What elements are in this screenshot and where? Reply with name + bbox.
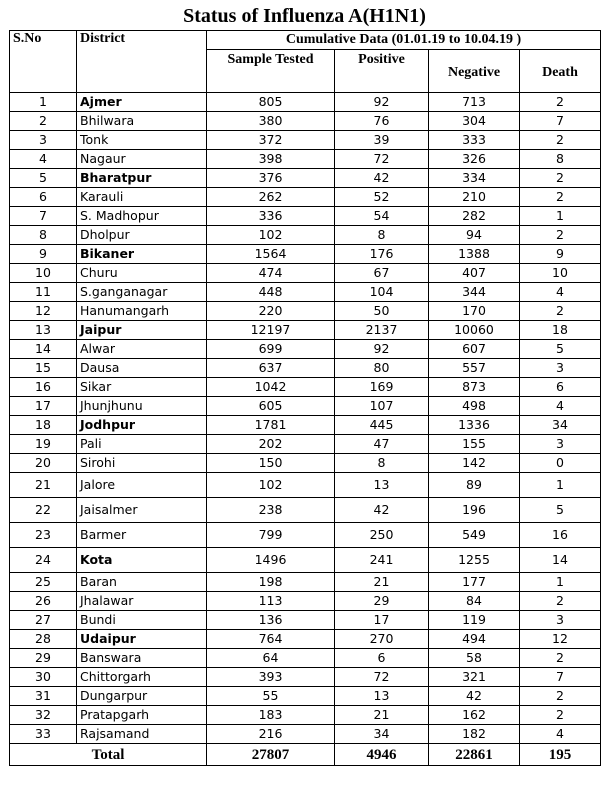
table-row [10, 435, 601, 454]
table-row [10, 498, 601, 523]
cell-negative: 326 [429, 150, 520, 169]
cell-death: 4 [520, 725, 601, 744]
cell-sno: 31 [10, 687, 77, 706]
cell-death: 1 [520, 207, 601, 226]
cell-sno: 4 [10, 150, 77, 169]
total-death: 195 [520, 744, 601, 766]
cell-district: Sikar [77, 378, 207, 397]
cell-district: Banswara [77, 649, 207, 668]
cell-sample-tested: 393 [207, 668, 335, 687]
table-row [10, 359, 601, 378]
cell-sno: 24 [10, 548, 77, 573]
cell-negative: 142 [429, 454, 520, 473]
cell-district: Jhalawar [77, 592, 207, 611]
cell-death: 2 [520, 649, 601, 668]
cell-district: Nagaur [77, 150, 207, 169]
cell-sample-tested: 380 [207, 112, 335, 131]
cell-death: 0 [520, 454, 601, 473]
cell-sno: 9 [10, 245, 77, 264]
cell-death: 3 [520, 359, 601, 378]
cell-positive: 8 [335, 454, 429, 473]
header-cumulative: Cumulative Data (01.01.19 to 10.04.19 ) [207, 31, 601, 50]
table-row [10, 112, 601, 131]
cell-district: Tonk [77, 131, 207, 150]
cell-death: 1 [520, 473, 601, 498]
cell-district: Jalore [77, 473, 207, 498]
cell-death: 18 [520, 321, 601, 340]
cell-sno: 11 [10, 283, 77, 302]
cell-positive: 50 [335, 302, 429, 321]
cell-sno: 6 [10, 188, 77, 207]
cell-sample-tested: 150 [207, 454, 335, 473]
cell-sample-tested: 605 [207, 397, 335, 416]
cell-positive: 72 [335, 150, 429, 169]
header-district: District [77, 31, 207, 93]
table-row [10, 668, 601, 687]
cell-sample-tested: 474 [207, 264, 335, 283]
cell-sample-tested: 336 [207, 207, 335, 226]
cell-district: Dholpur [77, 226, 207, 245]
cell-positive: 250 [335, 523, 429, 548]
cell-sample-tested: 238 [207, 498, 335, 523]
table-row [10, 454, 601, 473]
cell-district: Chittorgarh [77, 668, 207, 687]
cell-positive: 104 [335, 283, 429, 302]
cell-sno: 5 [10, 169, 77, 188]
table-row [10, 226, 601, 245]
cell-positive: 445 [335, 416, 429, 435]
cell-sno: 28 [10, 630, 77, 649]
cell-district: Pratapgarh [77, 706, 207, 725]
cell-negative: 494 [429, 630, 520, 649]
cell-district: Bikaner [77, 245, 207, 264]
cell-positive: 76 [335, 112, 429, 131]
cell-sample-tested: 64 [207, 649, 335, 668]
cell-district: Jhunjhunu [77, 397, 207, 416]
cell-negative: 334 [429, 169, 520, 188]
table-row [10, 416, 601, 435]
table-row [10, 302, 601, 321]
cell-negative: 713 [429, 93, 520, 112]
cell-sno: 13 [10, 321, 77, 340]
header-sno: S.No [10, 31, 77, 93]
cell-sno: 10 [10, 264, 77, 283]
cell-district: S. Madhopur [77, 207, 207, 226]
cell-positive: 72 [335, 668, 429, 687]
cell-district: Jaisalmer [77, 498, 207, 523]
table-row [10, 573, 601, 592]
cell-district: Alwar [77, 340, 207, 359]
cell-district: S.ganganagar [77, 283, 207, 302]
cell-death: 2 [520, 169, 601, 188]
cell-positive: 2137 [335, 321, 429, 340]
cell-negative: 42 [429, 687, 520, 706]
cell-sno: 32 [10, 706, 77, 725]
table-row [10, 548, 601, 573]
cell-sample-tested: 799 [207, 523, 335, 548]
table-row [10, 523, 601, 548]
cell-negative: 1336 [429, 416, 520, 435]
cell-sno: 14 [10, 340, 77, 359]
cell-death: 2 [520, 706, 601, 725]
cell-negative: 549 [429, 523, 520, 548]
cell-death: 9 [520, 245, 601, 264]
cell-death: 2 [520, 302, 601, 321]
cell-positive: 6 [335, 649, 429, 668]
cell-death: 6 [520, 378, 601, 397]
cell-sample-tested: 55 [207, 687, 335, 706]
cell-sample-tested: 448 [207, 283, 335, 302]
table-row [10, 649, 601, 668]
cell-sample-tested: 12197 [207, 321, 335, 340]
cell-positive: 21 [335, 706, 429, 725]
cell-negative: 155 [429, 435, 520, 454]
cell-sno: 30 [10, 668, 77, 687]
total-positive: 4946 [335, 744, 429, 766]
cell-sno: 22 [10, 498, 77, 523]
cell-district: Barmer [77, 523, 207, 548]
cell-death: 34 [520, 416, 601, 435]
cell-negative: 89 [429, 473, 520, 498]
cell-negative: 321 [429, 668, 520, 687]
cell-negative: 1255 [429, 548, 520, 573]
cell-positive: 42 [335, 498, 429, 523]
cell-negative: 210 [429, 188, 520, 207]
cell-sno: 7 [10, 207, 77, 226]
cell-sample-tested: 1042 [207, 378, 335, 397]
cell-sample-tested: 102 [207, 473, 335, 498]
cell-positive: 13 [335, 687, 429, 706]
cell-positive: 107 [335, 397, 429, 416]
header-positive: Positive [335, 50, 429, 93]
h1n1-status-table [9, 30, 601, 766]
cell-negative: 94 [429, 226, 520, 245]
cell-death: 14 [520, 548, 601, 573]
cell-death: 2 [520, 131, 601, 150]
cell-positive: 80 [335, 359, 429, 378]
table-row [10, 188, 601, 207]
cell-sample-tested: 764 [207, 630, 335, 649]
cell-negative: 498 [429, 397, 520, 416]
cell-death: 3 [520, 611, 601, 630]
table-row [10, 207, 601, 226]
table-body [10, 93, 601, 744]
cell-positive: 176 [335, 245, 429, 264]
cell-district: Jodhpur [77, 416, 207, 435]
cell-sample-tested: 372 [207, 131, 335, 150]
cell-sno: 20 [10, 454, 77, 473]
cell-negative: 873 [429, 378, 520, 397]
header-negative: Negative [429, 50, 520, 93]
table-row [10, 378, 601, 397]
cell-negative: 182 [429, 725, 520, 744]
table-row [10, 283, 601, 302]
cell-district: Bhilwara [77, 112, 207, 131]
table-row [10, 397, 601, 416]
cell-sample-tested: 1781 [207, 416, 335, 435]
cell-positive: 21 [335, 573, 429, 592]
cell-death: 2 [520, 188, 601, 207]
cell-sample-tested: 262 [207, 188, 335, 207]
cell-sample-tested: 1496 [207, 548, 335, 573]
cell-death: 10 [520, 264, 601, 283]
cell-negative: 407 [429, 264, 520, 283]
cell-death: 5 [520, 340, 601, 359]
total-sample: 27807 [207, 744, 335, 766]
cell-district: Dungarpur [77, 687, 207, 706]
cell-positive: 169 [335, 378, 429, 397]
cell-death: 16 [520, 523, 601, 548]
cell-positive: 42 [335, 169, 429, 188]
cell-sample-tested: 113 [207, 592, 335, 611]
total-negative: 22861 [429, 744, 520, 766]
cell-sno: 29 [10, 649, 77, 668]
cell-district: Sirohi [77, 454, 207, 473]
cell-district: Bharatpur [77, 169, 207, 188]
cell-positive: 29 [335, 592, 429, 611]
cell-sno: 21 [10, 473, 77, 498]
table-row [10, 706, 601, 725]
cell-positive: 17 [335, 611, 429, 630]
cell-negative: 177 [429, 573, 520, 592]
cell-death: 7 [520, 112, 601, 131]
table-row [10, 93, 601, 112]
cell-death: 7 [520, 668, 601, 687]
table-row [10, 245, 601, 264]
cell-negative: 304 [429, 112, 520, 131]
cell-negative: 170 [429, 302, 520, 321]
cell-death: 2 [520, 687, 601, 706]
cell-sample-tested: 183 [207, 706, 335, 725]
table-row [10, 473, 601, 498]
table-row [10, 592, 601, 611]
cell-positive: 34 [335, 725, 429, 744]
cell-sno: 2 [10, 112, 77, 131]
cell-positive: 13 [335, 473, 429, 498]
cell-sno: 12 [10, 302, 77, 321]
table-row [10, 321, 601, 340]
cell-sample-tested: 376 [207, 169, 335, 188]
cell-positive: 39 [335, 131, 429, 150]
cell-sno: 25 [10, 573, 77, 592]
cell-district: Pali [77, 435, 207, 454]
cell-sno: 17 [10, 397, 77, 416]
cell-district: Baran [77, 573, 207, 592]
cell-negative: 607 [429, 340, 520, 359]
cell-sno: 26 [10, 592, 77, 611]
table-row [10, 150, 601, 169]
cell-death: 12 [520, 630, 601, 649]
cell-positive: 67 [335, 264, 429, 283]
cell-district: Churu [77, 264, 207, 283]
cell-death: 2 [520, 592, 601, 611]
cell-sample-tested: 1564 [207, 245, 335, 264]
cell-sno: 16 [10, 378, 77, 397]
cell-death: 8 [520, 150, 601, 169]
cell-negative: 1388 [429, 245, 520, 264]
cell-sno: 18 [10, 416, 77, 435]
table-row [10, 725, 601, 744]
cell-district: Rajsamand [77, 725, 207, 744]
cell-sample-tested: 202 [207, 435, 335, 454]
cell-negative: 58 [429, 649, 520, 668]
cell-positive: 92 [335, 93, 429, 112]
cell-negative: 557 [429, 359, 520, 378]
cell-sample-tested: 220 [207, 302, 335, 321]
cell-sno: 8 [10, 226, 77, 245]
table-row [10, 169, 601, 188]
cell-district: Jaipur [77, 321, 207, 340]
table-row [10, 131, 601, 150]
cell-positive: 92 [335, 340, 429, 359]
cell-death: 4 [520, 283, 601, 302]
cell-sample-tested: 136 [207, 611, 335, 630]
cell-death: 2 [520, 93, 601, 112]
cell-sno: 1 [10, 93, 77, 112]
cell-sno: 27 [10, 611, 77, 630]
cell-negative: 344 [429, 283, 520, 302]
cell-district: Udaipur [77, 630, 207, 649]
cell-negative: 162 [429, 706, 520, 725]
cell-district: Karauli [77, 188, 207, 207]
table-row [10, 687, 601, 706]
total-row [10, 744, 601, 766]
header-death: Death [520, 50, 601, 93]
cell-sample-tested: 198 [207, 573, 335, 592]
cell-sample-tested: 216 [207, 725, 335, 744]
cell-negative: 196 [429, 498, 520, 523]
cell-sno: 3 [10, 131, 77, 150]
cell-death: 1 [520, 573, 601, 592]
cell-sno: 33 [10, 725, 77, 744]
total-label: Total [10, 744, 207, 766]
cell-district: Dausa [77, 359, 207, 378]
cell-death: 2 [520, 226, 601, 245]
cell-negative: 84 [429, 592, 520, 611]
cell-sno: 19 [10, 435, 77, 454]
cell-positive: 241 [335, 548, 429, 573]
cell-district: Bundi [77, 611, 207, 630]
cell-negative: 119 [429, 611, 520, 630]
cell-district: Hanumangarh [77, 302, 207, 321]
cell-positive: 270 [335, 630, 429, 649]
cell-sno: 23 [10, 523, 77, 548]
cell-negative: 10060 [429, 321, 520, 340]
cell-death: 3 [520, 435, 601, 454]
cell-sample-tested: 805 [207, 93, 335, 112]
cell-death: 5 [520, 498, 601, 523]
cell-sno: 15 [10, 359, 77, 378]
table-row [10, 630, 601, 649]
cell-district: Kota [77, 548, 207, 573]
cell-positive: 47 [335, 435, 429, 454]
cell-negative: 333 [429, 131, 520, 150]
table-row [10, 264, 601, 283]
cell-death: 4 [520, 397, 601, 416]
cell-sample-tested: 699 [207, 340, 335, 359]
cell-positive: 8 [335, 226, 429, 245]
page-title: Status of Influenza A(H1N1) [183, 5, 426, 27]
cell-positive: 54 [335, 207, 429, 226]
cell-negative: 282 [429, 207, 520, 226]
cell-district: Ajmer [77, 93, 207, 112]
table-row [10, 340, 601, 359]
cell-sample-tested: 102 [207, 226, 335, 245]
table-row [10, 611, 601, 630]
header-sample-tested: Sample Tested [207, 50, 335, 93]
cell-positive: 52 [335, 188, 429, 207]
cell-sample-tested: 398 [207, 150, 335, 169]
cell-sample-tested: 637 [207, 359, 335, 378]
